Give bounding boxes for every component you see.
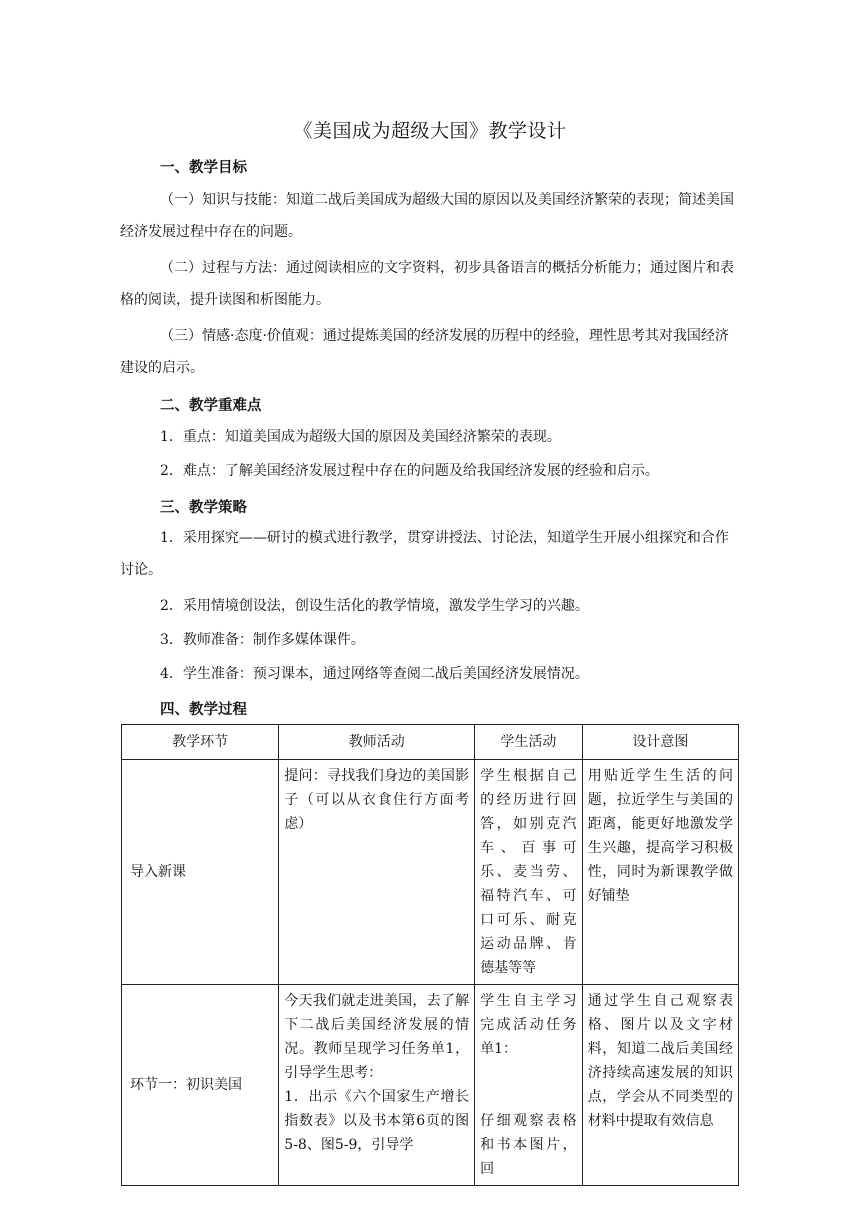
- strategy-item-3: 3．教师准备：制作多媒体课件。: [160, 632, 365, 648]
- section-heading-key-points: 二、教学重难点: [160, 398, 262, 414]
- key-point-2: 2．难点：了解美国经济发展过程中存在的问题及给我国经济发展的经验和启示。: [160, 463, 659, 479]
- goal-paragraph-3: （三）情感·态度·价值观：通过提炼美国的经济发展的历程中的经验，理性思考其对我国经济建设的启示。: [120, 328, 729, 376]
- header-student-activity: 学生活动: [475, 725, 583, 760]
- document-title: 《美国成为超级大国》教学设计: [293, 120, 567, 142]
- cell-teacher-activity: 今天我们就走进美国，去了解下二战后美国经济发展的情况。教师呈现学习任务单1，引导学生思考： 1．出示《六个国家生产增长指数表》以及书本第6页的图5-8、图5-9，引导学: [279, 985, 475, 1186]
- header-design-intent: 设计意图: [582, 725, 738, 760]
- strategy-item-2: 2．采用情境创设法，创设生活化的教学情境，激发学生学习的兴趣。: [160, 598, 589, 614]
- strategy-item-1: 1．采用探究——研讨的模式进行教学，贯穿讲授法、讨论法，知道学生开展小组探究和合作讨论。: [120, 530, 729, 578]
- goal-paragraph-2: （二）过程与方法：通过阅读相应的文字资料，初步具备语言的概括分析能力；通过图片和表格的阅读，提升读图和析图能力。: [120, 260, 734, 308]
- table-header-row: [122, 725, 739, 760]
- table-row: [122, 760, 739, 985]
- cell-stage: 导入新课: [122, 760, 279, 985]
- key-point-1: 1．重点：知道美国成为超级大国的原因及美国经济繁荣的表现。: [160, 429, 561, 445]
- cell-design-intent: 用贴近学生生活的问题，拉近学生与美国的距离，能更好地激发学生兴趣，提高学习积极性，同时为新课教学做好铺垫: [582, 760, 738, 985]
- cell-teacher-activity: 提问：寻找我们身边的美国影子（可以从衣食住行方面考虑）: [279, 760, 475, 985]
- cell-design-intent: 通过学生自己观察表格、图片以及文字材料，知道二战后美国经济持续高速发展的知识点，学会从不同类型的材料中提取有效信息: [582, 985, 738, 1186]
- cell-stage: 环节一：初识美国: [122, 985, 279, 1186]
- header-teacher-activity: 教师活动: [279, 725, 475, 760]
- table-row: [122, 985, 739, 1186]
- goal-paragraph-1: （一）知识与技能：知道二战后美国成为超级大国的原因以及美国经济繁荣的表现；简述美国经济发展过程中存在的问题。: [120, 192, 734, 240]
- cell-student-activity: 学生自主学习完成活动任务单1： 仔细观察表格和书本图片，回: [475, 985, 583, 1186]
- section-heading-process: 四、教学过程: [160, 702, 247, 718]
- teaching-process-table: [121, 724, 739, 1186]
- section-heading-strategy: 三、教学策略: [160, 500, 247, 516]
- header-stage: 教学环节: [122, 725, 279, 760]
- cell-student-activity: 学生根据自己的经历进行回答，如别克汽车、百事可乐、麦当劳、福特汽车、可口可乐、耐克运动品牌、肯德基等等: [475, 760, 583, 985]
- section-heading-goals: 一、教学目标: [160, 160, 247, 176]
- strategy-item-4: 4．学生准备：预习课本，通过网络等查阅二战后美国经济发展情况。: [160, 666, 589, 682]
